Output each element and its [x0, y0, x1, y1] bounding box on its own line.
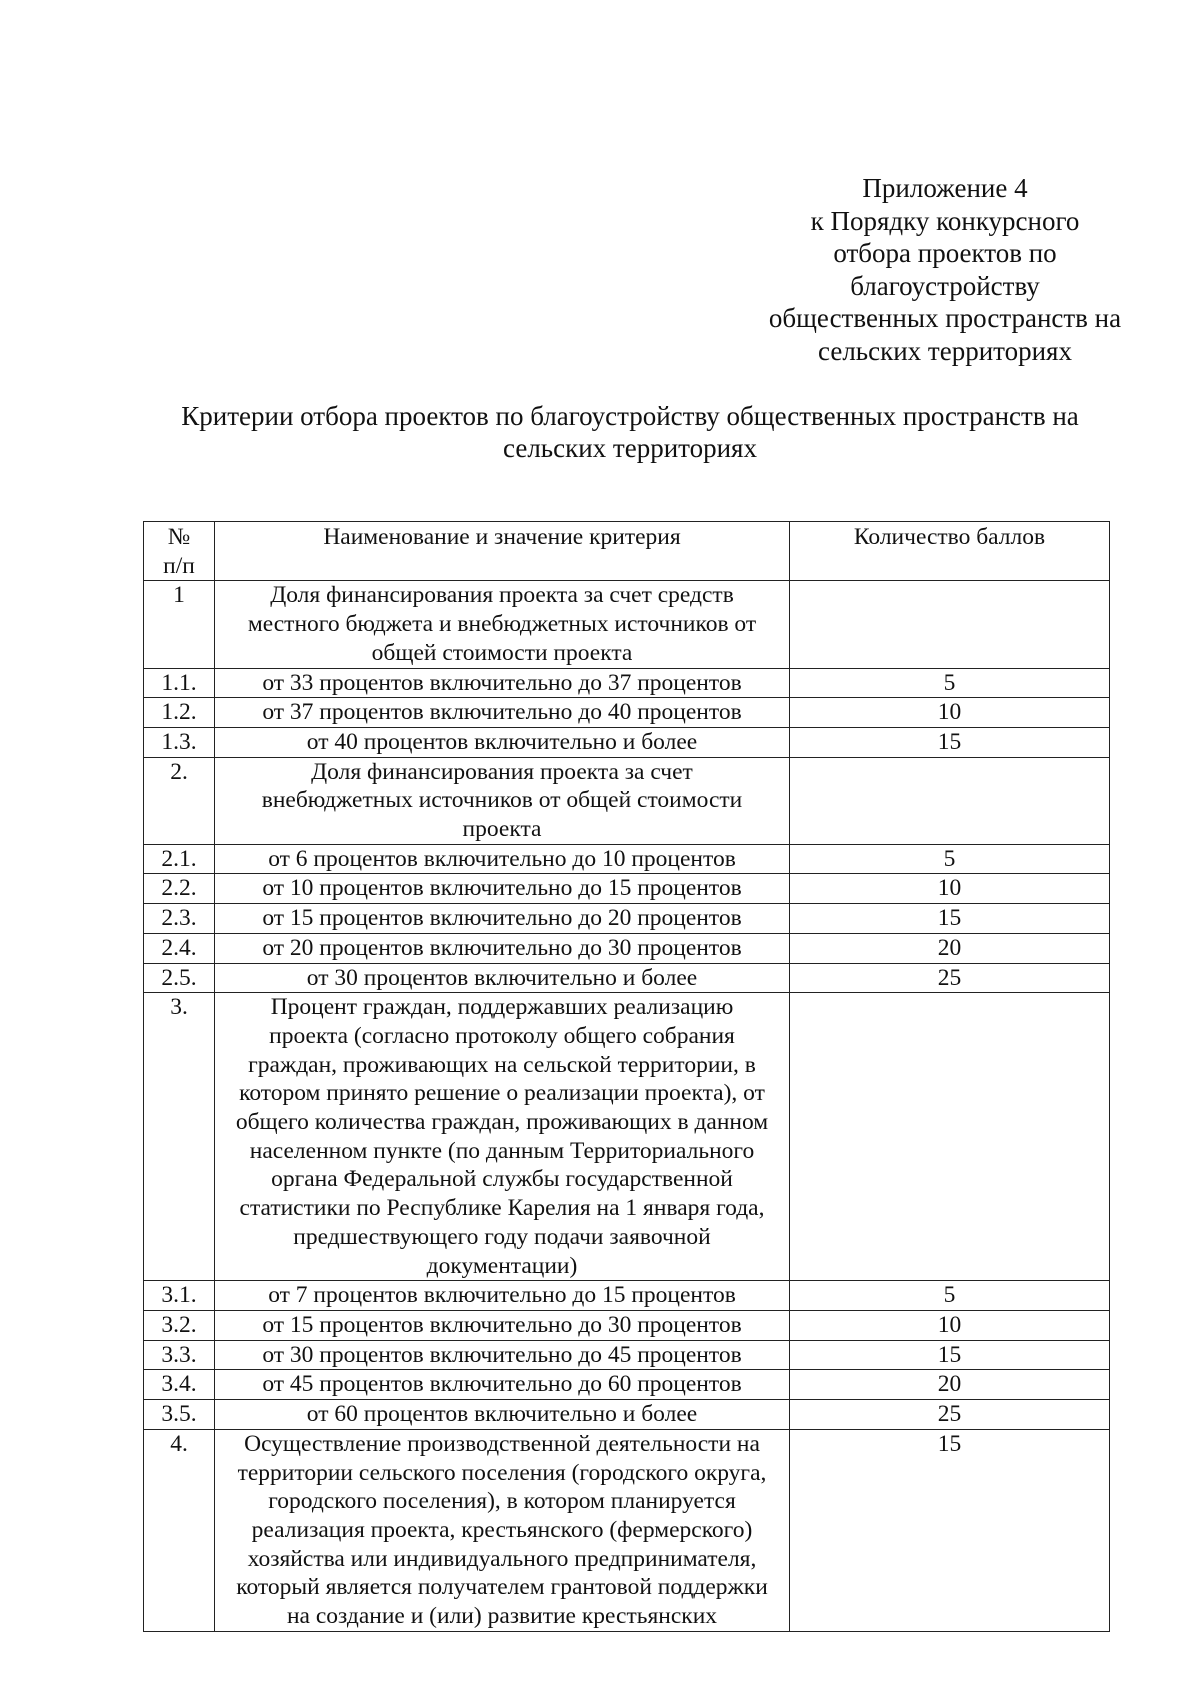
row-points	[790, 993, 1110, 1281]
row-criterion-name	[215, 757, 790, 844]
criterion-line: котором принято решение о реализации проекта), от	[239, 1080, 765, 1107]
row-points: 10	[790, 1310, 1110, 1340]
row-criterion-name	[215, 874, 790, 904]
row-points: 20	[790, 1370, 1110, 1400]
row-criterion-name	[215, 963, 790, 993]
row-criterion-name	[215, 1340, 790, 1370]
table-row	[144, 1429, 1110, 1631]
row-criterion-name	[215, 581, 790, 668]
criterion-line: от 30 процентов включительно до 45 процентов	[262, 1341, 742, 1368]
row-points: 25	[790, 963, 1110, 993]
table-row	[144, 963, 1110, 993]
appendix-line: благоустройству	[850, 270, 1040, 301]
row-criterion-name	[215, 993, 790, 1281]
criterion-line: местного бюджета и внебюджетных источников от	[247, 611, 757, 638]
row-points: 15	[790, 1340, 1110, 1370]
table-row	[144, 993, 1110, 1281]
row-number: 3.5.	[144, 1400, 215, 1430]
header-number	[144, 522, 215, 581]
appendix-line: к Порядку конкурсного	[810, 205, 1080, 236]
row-criterion-name	[215, 933, 790, 963]
row-number: 3.	[144, 993, 215, 1281]
appendix-line: сельских территориях	[818, 335, 1072, 366]
title-line: Критерии отбора проектов по благоустройству общественных пространств на	[181, 401, 1079, 431]
criterion-line: от 15 процентов включительно до 20 процентов	[262, 905, 742, 932]
table-row	[144, 1310, 1110, 1340]
criterion-line: статистики по Республике Карелия на 1 января года,	[239, 1195, 765, 1222]
criterion-line: который является получателем грантовой поддержки	[236, 1574, 768, 1601]
row-number: 2.	[144, 757, 215, 844]
title-line: сельских территориях	[503, 433, 757, 463]
row-points: 15	[790, 727, 1110, 757]
document-title	[120, 400, 1140, 464]
row-number: 2.5.	[144, 963, 215, 993]
table-row	[144, 1370, 1110, 1400]
criterion-line: Процент граждан, поддержавших реализацию	[270, 994, 734, 1021]
appendix-line: отбора проектов по	[833, 238, 1057, 269]
header-points-text: Количество баллов	[853, 524, 1046, 550]
header-number-line: п/п	[163, 552, 195, 579]
criterion-line: проекта (согласно протоколу общего собрания	[269, 1022, 735, 1049]
criterion-line: органа Федеральной службы государственной	[271, 1166, 733, 1193]
row-points: 10	[790, 874, 1110, 904]
criterion-line: населенном пункте (по данным Территориального	[249, 1137, 755, 1164]
appendix-line: общественных пространств на	[768, 303, 1122, 334]
table-row	[144, 1400, 1110, 1430]
criterion-line: от 7 процентов включительно до 15 процентов	[268, 1282, 736, 1309]
criterion-line: общего количества граждан, проживающих в данном	[235, 1109, 769, 1136]
table-row	[144, 874, 1110, 904]
table-row	[144, 757, 1110, 844]
criterion-line: от 30 процентов включительно и более	[306, 964, 698, 991]
criterion-line: хозяйства или индивидуального предпринимателя,	[247, 1545, 757, 1572]
criterion-line: на создание и (или) развитие крестьянских	[286, 1603, 718, 1630]
appendix-header	[735, 172, 1155, 368]
header-criterion-name-text: Наименование и значение критерия	[323, 524, 681, 550]
row-number: 3.1.	[144, 1281, 215, 1311]
row-number: 2.3.	[144, 904, 215, 934]
table-row	[144, 844, 1110, 874]
criterion-line: от 10 процентов включительно до 15 процентов	[262, 875, 742, 902]
row-number: 1.3.	[144, 727, 215, 757]
criterion-line: городского поселения), в котором планируется	[268, 1488, 736, 1515]
table-row	[144, 668, 1110, 698]
row-criterion-name	[215, 844, 790, 874]
row-criterion-name	[215, 1281, 790, 1311]
criterion-line: Осуществление производственной деятельности на	[244, 1430, 760, 1457]
row-points: 5	[790, 668, 1110, 698]
criteria-table	[143, 521, 1110, 1632]
table-row	[144, 1340, 1110, 1370]
criterion-line: от 37 процентов включительно до 40 процентов	[262, 699, 742, 726]
row-number: 1	[144, 581, 215, 668]
criterion-line: граждан, проживающих на сельской территории, в	[248, 1051, 756, 1078]
table-row	[144, 698, 1110, 728]
row-number: 2.1.	[144, 844, 215, 874]
row-criterion-name	[215, 1429, 790, 1631]
row-criterion-name	[215, 1370, 790, 1400]
criterion-line: от 20 процентов включительно до 30 процентов	[262, 934, 742, 961]
row-number: 3.2.	[144, 1310, 215, 1340]
row-number: 2.4.	[144, 933, 215, 963]
row-points: 15	[790, 1429, 1110, 1631]
header-points	[790, 522, 1110, 581]
criterion-line: реализация проекта, крестьянского (фермерского)	[251, 1516, 753, 1543]
row-number: 3.3.	[144, 1340, 215, 1370]
criterion-line: от 45 процентов включительно до 60 процентов	[262, 1371, 742, 1398]
row-points	[790, 581, 1110, 668]
header-criterion-name	[215, 522, 790, 581]
row-criterion-name	[215, 668, 790, 698]
row-criterion-name	[215, 1400, 790, 1430]
table-row	[144, 581, 1110, 668]
criterion-line: от 15 процентов включительно до 30 процентов	[262, 1311, 742, 1338]
criterion-line: проекта	[462, 816, 542, 843]
criterion-line: внебюджетных источников от общей стоимости	[261, 787, 743, 814]
row-number: 3.4.	[144, 1370, 215, 1400]
row-points: 20	[790, 933, 1110, 963]
table-row	[144, 904, 1110, 934]
row-criterion-name	[215, 904, 790, 934]
row-points: 10	[790, 698, 1110, 728]
row-number: 2.2.	[144, 874, 215, 904]
criterion-line: от 40 процентов включительно и более	[306, 728, 698, 755]
row-number: 1.2.	[144, 698, 215, 728]
criterion-line: документации)	[426, 1252, 578, 1279]
criterion-line: от 60 процентов включительно и более	[306, 1401, 698, 1428]
table-row	[144, 727, 1110, 757]
header-number-line: №	[167, 524, 191, 550]
criterion-line: от 33 процентов включительно до 37 процентов	[262, 669, 742, 696]
table-row	[144, 1281, 1110, 1311]
table-row	[144, 933, 1110, 963]
criterion-line: Доля финансирования проекта за счет	[311, 758, 693, 785]
criterion-line: Доля финансирования проекта за счет средств	[270, 582, 734, 609]
row-points: 5	[790, 844, 1110, 874]
row-points	[790, 757, 1110, 844]
criterion-line: от 6 процентов включительно до 10 процентов	[268, 845, 736, 872]
row-criterion-name	[215, 1310, 790, 1340]
row-points: 5	[790, 1281, 1110, 1311]
row-points: 25	[790, 1400, 1110, 1430]
criterion-line: территории сельского поселения (городского округа,	[237, 1459, 767, 1486]
row-criterion-name	[215, 727, 790, 757]
table-header-row	[144, 522, 1110, 581]
appendix-line: Приложение 4	[862, 173, 1028, 203]
row-criterion-name	[215, 698, 790, 728]
criterion-line: предшествующего году подачи заявочной	[293, 1223, 711, 1250]
row-points: 15	[790, 904, 1110, 934]
row-number: 4.	[144, 1429, 215, 1631]
row-number: 1.1.	[144, 668, 215, 698]
criterion-line: общей стоимости проекта	[371, 639, 633, 666]
